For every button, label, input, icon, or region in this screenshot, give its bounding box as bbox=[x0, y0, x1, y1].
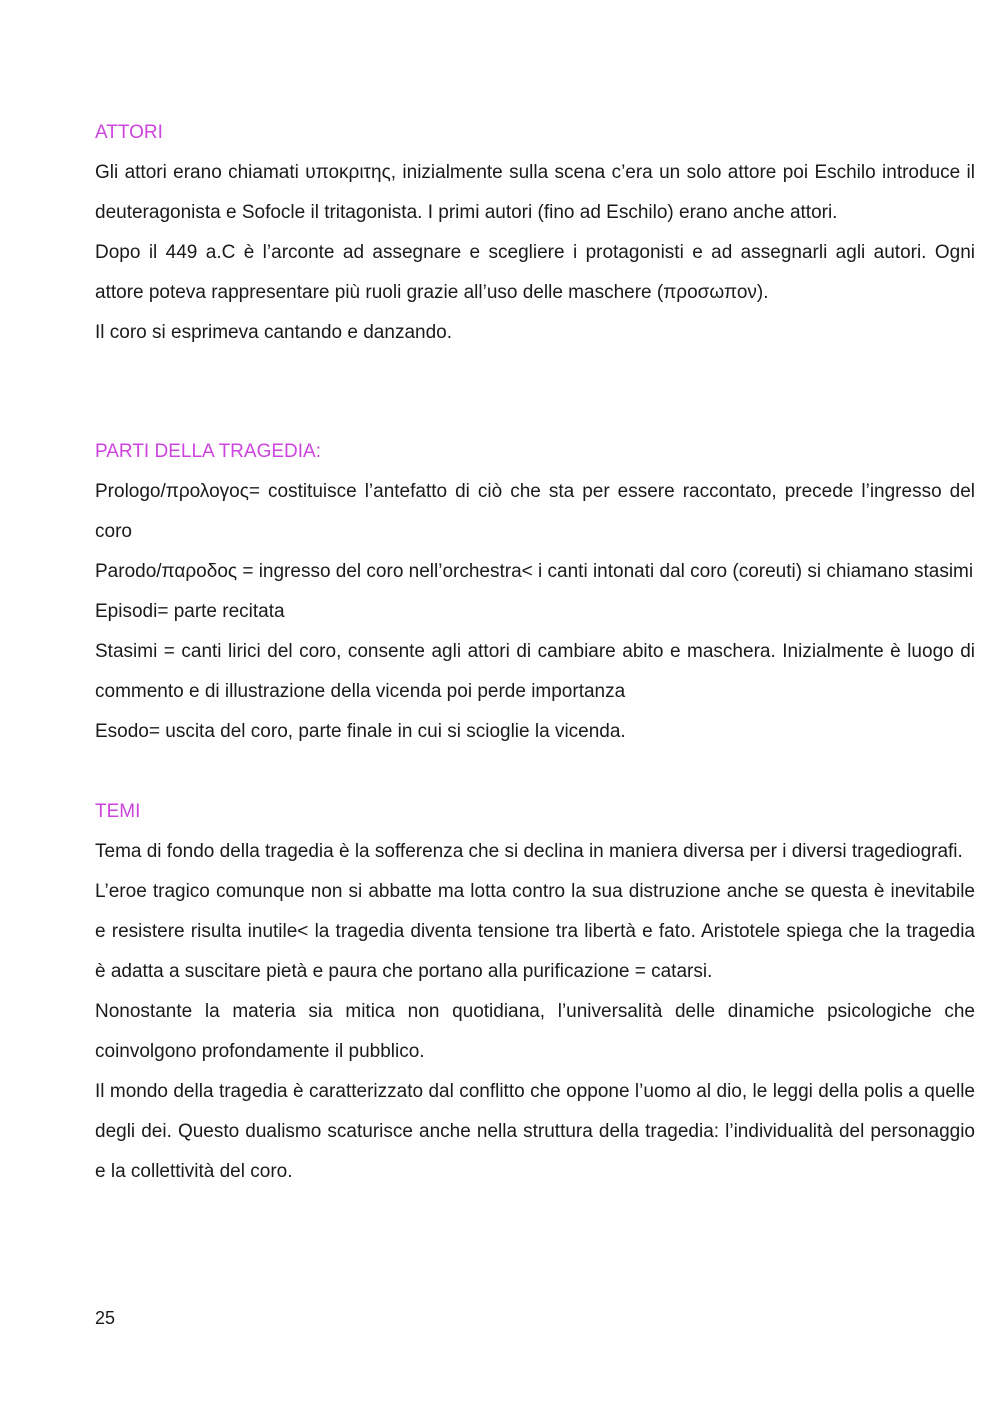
paragraph: Il coro si esprimeva cantando e danzando. bbox=[95, 322, 452, 343]
section-attori bbox=[95, 113, 975, 353]
section-spacer bbox=[95, 353, 975, 432]
paragraph: Parodo/παροδος = ingresso del coro nell’orchestra< i canti intonati dal coro (coreuti) si chiamano stasimi bbox=[95, 561, 974, 582]
paragraph: Stasimi = canti lirici del coro, consente agli attori di cambiare abito e maschera. Inizialmente è luogo di commento e di illustrazione della vicenda poi perde importanza bbox=[95, 641, 975, 702]
section-heading: PARTI DELLA TRAGEDIA: bbox=[95, 441, 321, 462]
paragraph: Il mondo della tragedia è caratterizzato dal conflitto che oppone l’uomo al dio, le leggi della polis a quelle degli dei. Questo dualismo scaturisce anche nella struttura della tragedia: l’individualità del personaggio e la collettività del coro. bbox=[95, 1081, 975, 1182]
paragraph: Prologo/προλογος= costituisce l’antefatto di ciò che sta per essere raccontato, precede l’ingresso del coro bbox=[95, 481, 975, 542]
paragraph: Tema di fondo della tragedia è la sofferenza che si declina in maniera diversa per i diversi tragediografi. bbox=[95, 841, 963, 862]
paragraph: L’eroe tragico comunque non si abbatte ma lotta contro la sua distruzione anche se questa è inevitabile e resistere risulta inutile< la tragedia diventa tensione tra libertà e fato. Aristotele spiega che la tragedia è adatta a suscitare pietà e paura che portano alla purificazione = catarsi. bbox=[95, 881, 975, 982]
paragraph: Dopo il 449 a.C è l’arconte ad assegnare e scegliere i protagonisti e ad assegnarli agli autori. Ogni attore poteva rappresentare più ruoli grazie all’uso delle maschere (προσωπον). bbox=[95, 242, 975, 303]
paragraph: Nonostante la materia sia mitica non quotidiana, l’universalità delle dinamiche psicologiche che coinvolgono profondamente il pubblico. bbox=[95, 1001, 975, 1062]
page-number: 25 bbox=[95, 1308, 116, 1328]
section-temi bbox=[95, 792, 975, 1192]
section-spacer bbox=[95, 752, 975, 792]
paragraph: Esodo= uscita del coro, parte finale in cui si scioglie la vicenda. bbox=[95, 721, 626, 742]
paragraph: Episodi= parte recitata bbox=[95, 601, 285, 622]
section-parti-della-tragedia bbox=[95, 432, 975, 752]
section-heading: TEMI bbox=[95, 801, 141, 822]
page-content bbox=[95, 113, 975, 1192]
section-heading: ATTORI bbox=[95, 122, 163, 143]
paragraph: Gli attori erano chiamati υποκριτης, inizialmente sulla scena c’era un solo attore poi Eschilo introduce il deuteragonista e Sofocle il tritagonista. I primi autori (fino ad Eschilo) erano anche attori. bbox=[95, 162, 975, 223]
